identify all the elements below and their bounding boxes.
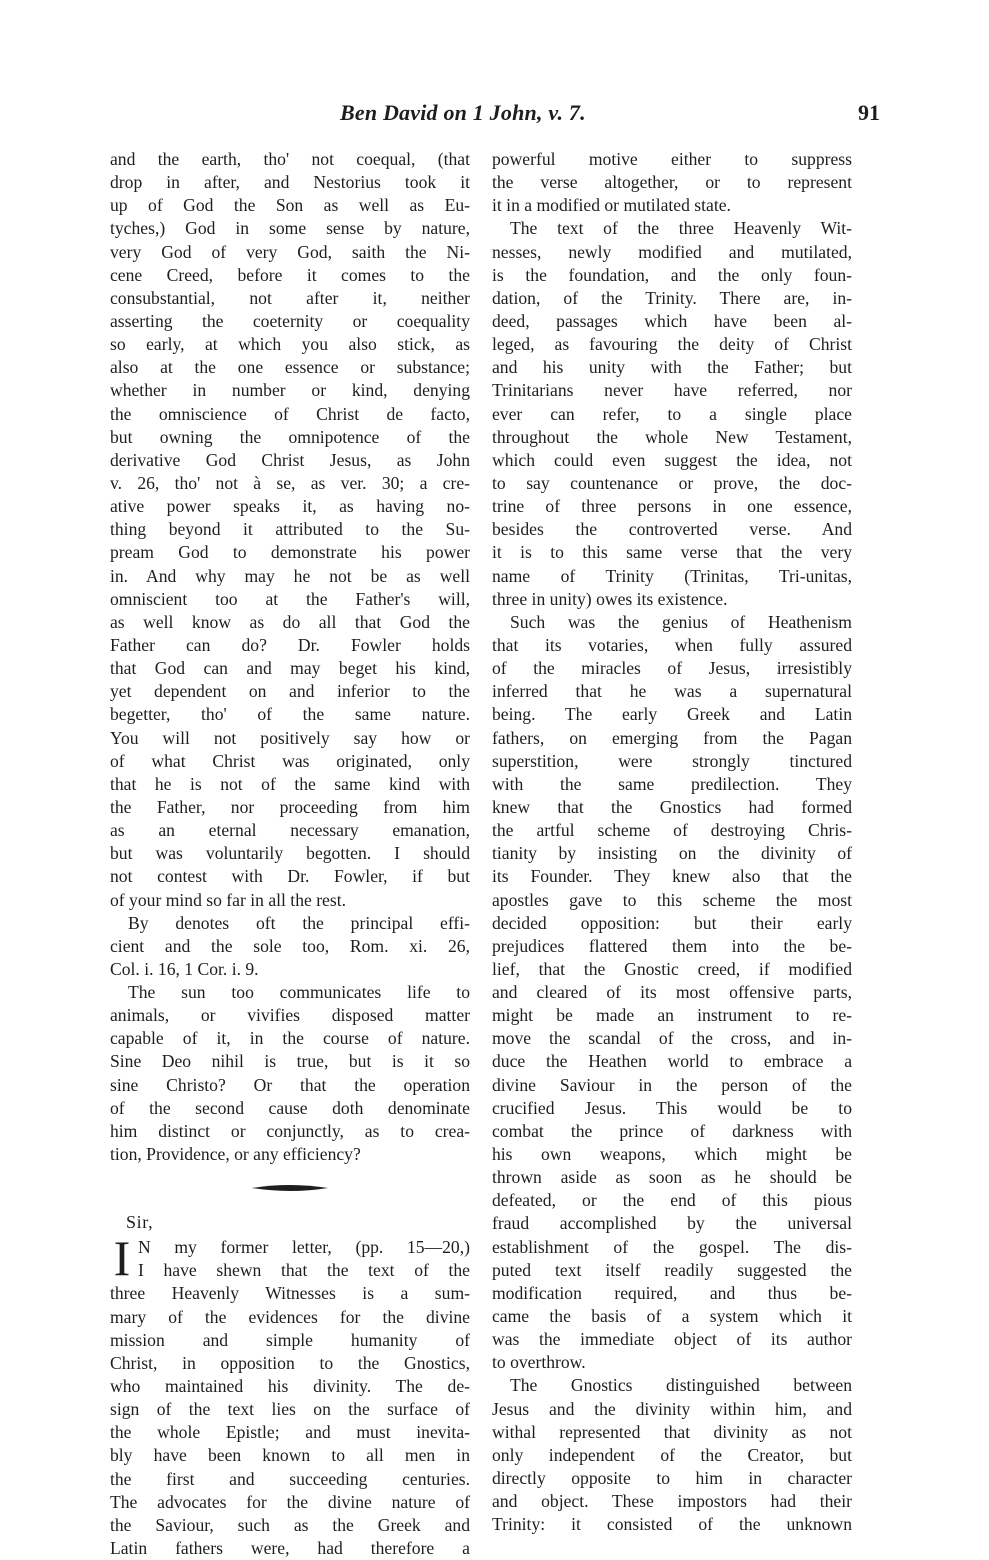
- text-line: cene Creed, before it comes to the: [110, 264, 470, 285]
- text-line: sine Christo? Or that the operation: [110, 1074, 470, 1095]
- text-line: that its votaries, when fully assured: [492, 634, 852, 655]
- text-line: the artful scheme of destroying Chris-: [492, 820, 852, 841]
- text-line: tyches,) God in some sense by nature,: [110, 218, 470, 239]
- text-line: modification required, and thus be-: [492, 1282, 852, 1303]
- text-line: the first and succeeding centuries.: [110, 1468, 470, 1489]
- text-line: defeated, or the end of this pious: [492, 1190, 852, 1211]
- text-line: of what Christ was originated, only: [110, 750, 470, 771]
- right-paragraph-2: [492, 217, 852, 610]
- text-line: knew that the Gnostics had formed: [492, 796, 852, 817]
- text-line: omniscient too at the Father's will,: [110, 588, 470, 609]
- text-line: throughout the whole New Testament,: [492, 426, 852, 447]
- page-header: [320, 98, 880, 128]
- text-line: so early, at which you also stick, as: [110, 334, 470, 355]
- text-line: prejudices flattered them into the be-: [492, 935, 852, 956]
- text-line: that he is not of the same kind with: [110, 773, 470, 794]
- text-line: fraud accomplished by the universal: [492, 1213, 852, 1234]
- text-line: crucified Jesus. This would be to: [492, 1097, 852, 1118]
- text-line: to say countenance or prove, the doc-: [492, 472, 852, 493]
- text-line: The advocates for the divine nature of: [110, 1491, 470, 1512]
- text-line: Sine Deo nihil is true, but is it so: [110, 1051, 470, 1072]
- right-paragraph-4: [492, 1374, 852, 1536]
- text-line: You will not positively say how or: [110, 727, 470, 748]
- left-paragraph-3: [110, 981, 470, 1166]
- text-line: establishment of the gospel. The dis-: [492, 1236, 852, 1257]
- text-line: powerful motive either to suppress: [492, 149, 852, 169]
- text-line: withal represented that divinity as not: [492, 1421, 852, 1442]
- text-line: yet dependent on and inferior to the: [110, 681, 470, 702]
- text-line: that God can and may beget his kind,: [110, 658, 470, 679]
- text-line: also at the one essence or substance;: [110, 357, 470, 378]
- left-letter-body: [110, 1282, 470, 1560]
- text-line: cient and the sole too, Rom. xi. 26,: [110, 935, 470, 956]
- text-line: pream God to demonstrate his power: [110, 542, 470, 563]
- text-line: animals, or vivifies disposed matter: [110, 1005, 470, 1026]
- text-line: up of God the Son as well as Eu-: [110, 195, 470, 216]
- text-line: and cleared of its most offensive parts,: [492, 982, 852, 1003]
- text-line: sign of the text lies on the surface of: [110, 1399, 470, 1420]
- text-line: Latin fathers were, had therefore a: [110, 1538, 470, 1559]
- text-line: Trinity: it consisted of the unknown: [492, 1514, 852, 1535]
- text-line: lief, that the Gnostic creed, if modified: [492, 958, 852, 979]
- text-line: and his unity with the Father; but: [492, 357, 852, 378]
- text-line: derivative God Christ Jesus, as John: [110, 449, 470, 470]
- text-line: of the second cause doth denominate: [110, 1097, 470, 1118]
- text-line: bly have been known to all men in: [110, 1445, 470, 1466]
- text-line: The text of the three Heavenly Wit-: [510, 218, 852, 239]
- text-line: the Saviour, such as the Greek and: [110, 1514, 470, 1535]
- text-line: not contest with Dr. Fowler, if but: [110, 866, 470, 887]
- text-line: puted text itself readily suggested the: [492, 1259, 852, 1280]
- drop-cap: I: [113, 1230, 131, 1287]
- text-line: deed, passages which have been al-: [492, 310, 852, 331]
- text-line: begetter, tho' of the same nature.: [110, 704, 470, 725]
- text-line: of the miracles of Jesus, irresistibly: [492, 658, 852, 679]
- divider-swell-icon: [250, 1182, 330, 1194]
- left-paragraph-1: [110, 148, 470, 912]
- text-line: leged, as favouring the deity of Christ: [492, 334, 852, 355]
- text-line: was the immediate object of its author: [492, 1329, 852, 1350]
- text-line: drop in after, and Nestorius took it: [110, 172, 470, 193]
- text-line: the verse altogether, or to represent: [492, 172, 852, 193]
- text-line: ative power speaks it, as having no-: [110, 496, 470, 517]
- text-line: being. The early Greek and Latin: [492, 704, 852, 725]
- text-line: which could even suggest the idea, not: [492, 449, 852, 470]
- text-line: mary of the evidences for the divine: [110, 1306, 470, 1327]
- text-line: came the basis of a system which it: [492, 1306, 852, 1327]
- text-line: with the same predilection. They: [492, 773, 852, 794]
- text-line: and the earth, tho' not coequal, (that: [110, 149, 470, 169]
- text-line: him distinct or conjunctly, as to crea-: [110, 1120, 470, 1141]
- text-line: but owning the omnipotence of the: [110, 426, 470, 447]
- salutation: Sir,: [126, 1212, 154, 1233]
- text-line: divine Saviour in the person of the: [492, 1074, 852, 1095]
- running-title: Ben David on 1 John, v. 7.: [340, 100, 586, 125]
- text-line: besides the controverted verse. And: [492, 519, 852, 540]
- text-line: duce the Heathen world to embrace a: [492, 1051, 852, 1072]
- text-line: as an eternal necessary emanation,: [110, 820, 470, 841]
- text-line: The sun too communicates life to: [128, 982, 470, 1003]
- text-line: three Heavenly Witnesses is a sum-: [110, 1283, 470, 1304]
- text-line: name of Trinity (Trinitas, Tri-unitas,: [492, 565, 852, 586]
- text-line: three in unity) owes its existence.: [492, 588, 728, 609]
- text-line: whether in number or kind, denying: [110, 380, 470, 401]
- left-paragraph-2: [110, 912, 470, 981]
- right-paragraph-3: [492, 611, 852, 1375]
- text-line: the Father, nor proceeding from him: [110, 796, 470, 817]
- text-line: Christ, in opposition to the Gnostics,: [110, 1352, 470, 1373]
- right-paragraph-1: [492, 148, 852, 217]
- text-line: in. And why may he not be as well: [110, 565, 470, 586]
- text-line: to overthrow.: [492, 1352, 586, 1373]
- text-line: thing beyond it attributed to the Su-: [110, 519, 470, 540]
- text-line: ever can refer, to a single place: [492, 403, 852, 424]
- text-line: only independent of the Creator, but: [492, 1444, 852, 1465]
- text-line: asserting the coeternity or coequality: [110, 310, 470, 331]
- text-line: the omniscience of Christ de facto,: [110, 403, 470, 424]
- text-line: consubstantial, not after it, neither: [110, 287, 470, 308]
- text-line: Trinitarians never have referred, nor: [492, 380, 852, 401]
- text-line: Col. i. 16, 1 Cor. i. 9.: [110, 958, 259, 979]
- text-line: capable of it, in the course of nature.: [110, 1028, 470, 1049]
- text-line: it in a modified or mutilated state.: [492, 195, 731, 216]
- text-line: N my former letter, (pp. 15—20,): [138, 1237, 470, 1258]
- text-line: might be made an instrument to re-: [492, 1005, 852, 1026]
- section-divider-ornament: [110, 1178, 470, 1198]
- page-number: 91: [858, 100, 880, 125]
- text-line: The Gnostics distinguished between: [510, 1375, 852, 1396]
- text-line: v. 26, tho' not à se, as ver. 30; a cre-: [110, 472, 470, 493]
- text-line: the whole Epistle; and must inevita-: [110, 1422, 470, 1443]
- text-line: directly opposite to him in character: [492, 1468, 852, 1489]
- text-line: apostles gave to this scheme the most: [492, 889, 852, 910]
- text-line: mission and simple humanity of: [110, 1329, 470, 1350]
- text-line: and object. These impostors had their: [492, 1491, 852, 1512]
- letter-opening: [110, 1230, 470, 1287]
- text-line: combat the prince of darkness with: [492, 1120, 852, 1141]
- left-column: [110, 148, 470, 1560]
- text-line: dation, of the Trinity. There are, in-: [492, 287, 852, 308]
- text-line: trine of three persons in one essence,: [492, 496, 852, 517]
- text-line: Father can do? Dr. Fowler holds: [110, 634, 470, 655]
- text-line: as well know as do all that God the: [110, 611, 470, 632]
- text-line: thrown aside as soon as he should be: [492, 1167, 852, 1188]
- text-line: is the foundation, and the only foun-: [492, 264, 852, 285]
- text-line: tianity by insisting on the divinity of: [492, 843, 852, 864]
- text-line: it is to this same verse that the very: [492, 542, 852, 563]
- text-line: its Founder. They knew also that the: [492, 866, 852, 887]
- text-line: who maintained his divinity. The de-: [110, 1376, 470, 1397]
- text-line: very God of very God, saith the Ni-: [110, 241, 470, 262]
- right-column: [492, 148, 852, 1536]
- text-line: of your mind so far in all the rest.: [110, 889, 346, 910]
- text-line: nesses, newly modified and mutilated,: [492, 241, 852, 262]
- text-line: Jesus and the divinity within him, and: [492, 1398, 852, 1419]
- text-line: inferred that he was a supernatural: [492, 681, 852, 702]
- text-line: superstition, were strongly tinctured: [492, 750, 852, 771]
- text-line: decided opposition: but their early: [492, 912, 852, 933]
- text-line: Such was the genius of Heathenism: [510, 611, 852, 632]
- text-line: By denotes oft the principal effi-: [128, 912, 470, 933]
- text-line: I have shewn that the text of the: [138, 1260, 470, 1281]
- text-line: tion, Providence, or any efficiency?: [110, 1144, 361, 1165]
- text-line: but was voluntarily begotten. I should: [110, 843, 470, 864]
- text-line: fathers, on emerging from the Pagan: [492, 727, 852, 748]
- text-line: his own weapons, which might be: [492, 1144, 852, 1165]
- text-line: move the scandal of the cross, and in-: [492, 1028, 852, 1049]
